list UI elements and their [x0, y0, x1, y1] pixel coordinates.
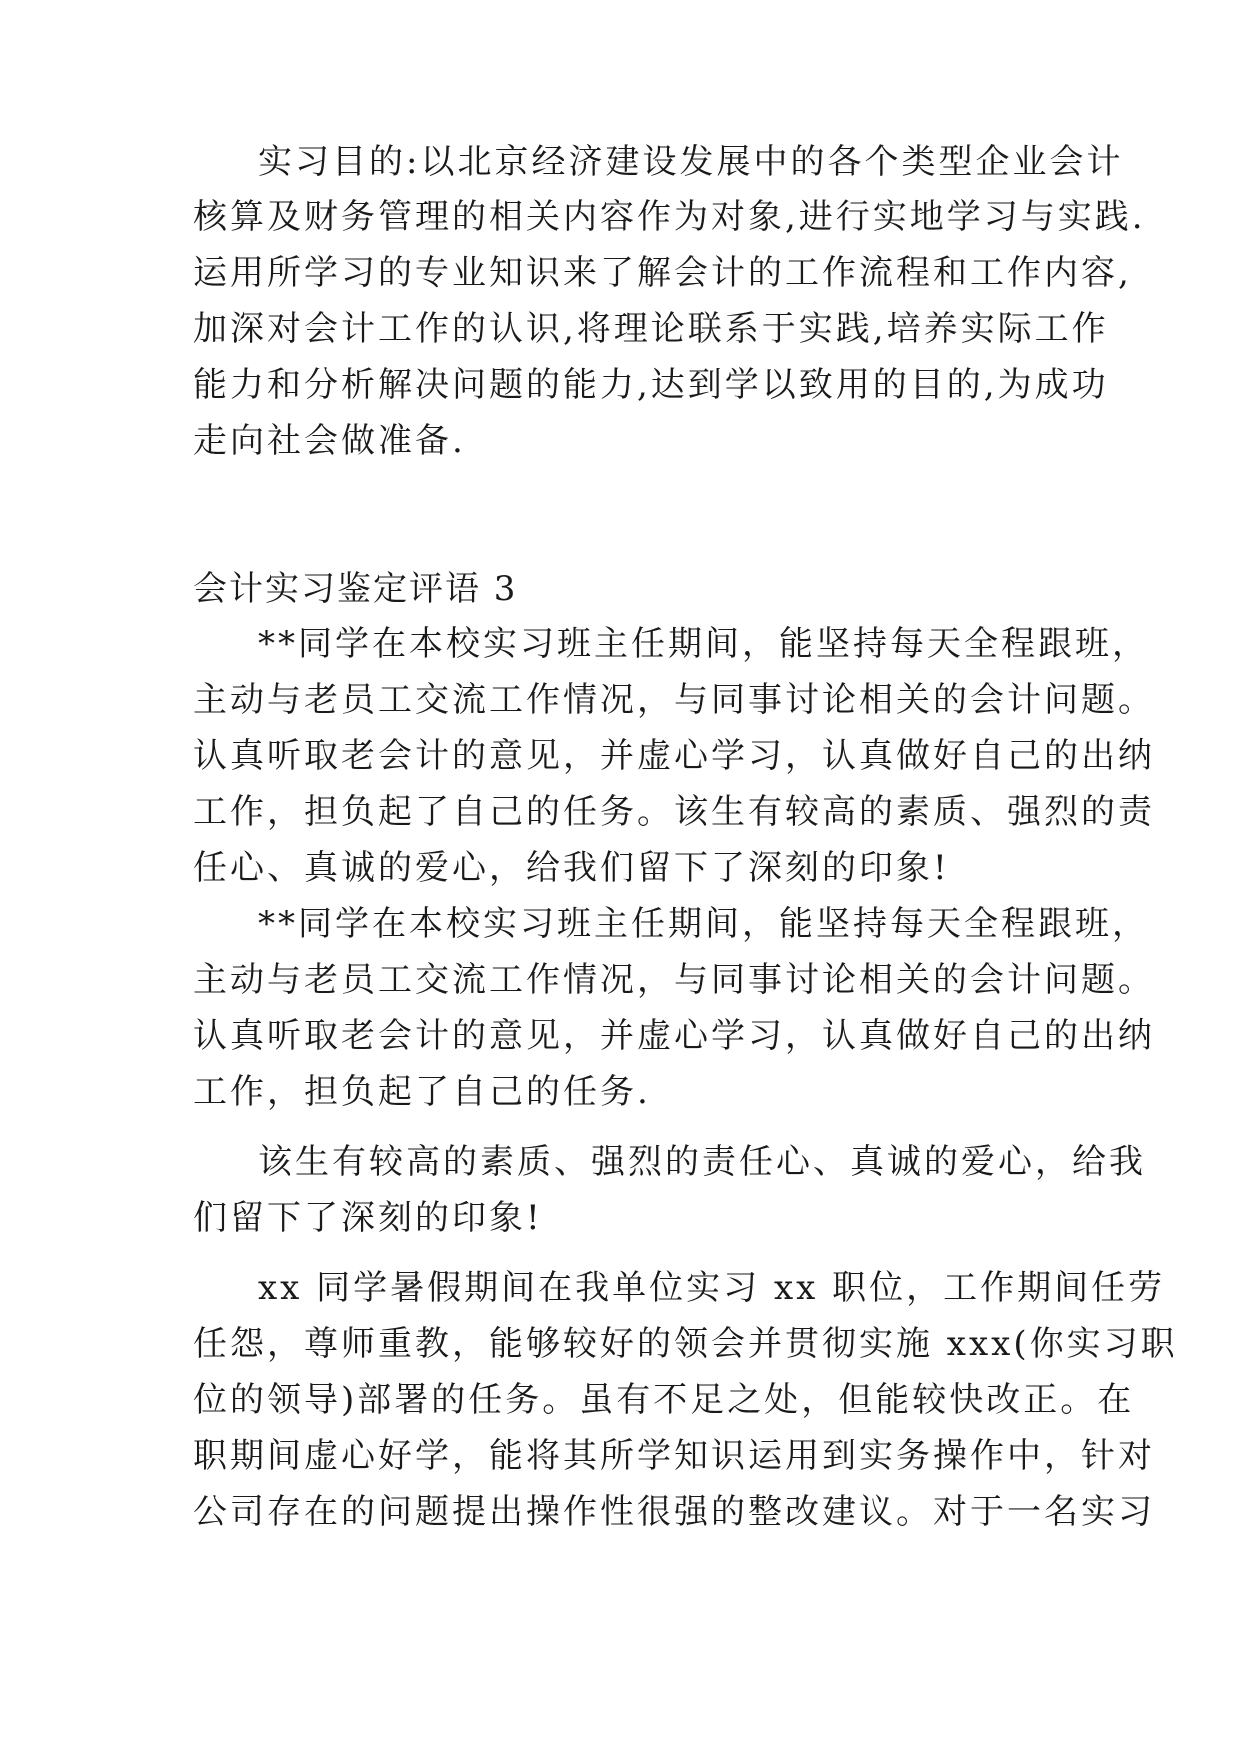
- section-heading: 会计实习鉴定评语 3: [193, 569, 518, 609]
- paragraph-line: 认真听取老会计的意见，并虚心学习，认真做好自己的出纳: [193, 736, 1155, 776]
- paragraph-line: **同学在本校实习班主任期间，能坚持每天全程跟班，: [258, 624, 1149, 664]
- paragraph-line: 走向社会做准备.: [193, 421, 466, 461]
- paragraph-line: 们留下了深刻的印象!: [193, 1198, 543, 1238]
- paragraph-line: 工作，担负起了自己的任务.: [193, 1072, 651, 1112]
- paragraph-line: xx 同学暑假期间在我单位实习 xx 职位，工作期间任劳: [258, 1268, 1166, 1308]
- paragraph-line: 实习目的:以北京经济建设发展中的各个类型企业会计: [258, 142, 1124, 182]
- paragraph-line: 任怨，尊师重教，能够较好的领会并贯彻实施 xxx(你实习职: [193, 1324, 1178, 1364]
- paragraph-line: 核算及财务管理的相关内容作为对象,进行实地学习与实践.: [193, 197, 1146, 237]
- paragraph-line: 运用所学习的专业知识来了解会计的工作流程和工作内容,: [193, 253, 1132, 293]
- paragraph-line: 主动与老员工交流工作情况，与同事讨论相关的会计问题。: [193, 960, 1155, 1000]
- paragraph-line: 公司存在的问题提出操作性很强的整改建议。对于一名实习: [193, 1492, 1155, 1532]
- paragraph-line: 任心、真诚的爱心，给我们留下了深刻的印象!: [193, 848, 950, 888]
- paragraph-line: 工作，担负起了自己的任务。该生有较高的素质、强烈的责: [193, 792, 1155, 832]
- paragraph-line: 认真听取老会计的意见，并虚心学习，认真做好自己的出纳: [193, 1016, 1155, 1056]
- paragraph-line: 该生有较高的素质、强烈的责任心、真诚的爱心，给我: [258, 1142, 1146, 1182]
- paragraph-line: 职期间虚心好学，能将其所学知识运用到实务操作中，针对: [193, 1436, 1155, 1476]
- paragraph-line: 位的领导)部署的任务。虽有不足之处，但能较快改正。在: [193, 1380, 1135, 1420]
- paragraph-line: **同学在本校实习班主任期间，能坚持每天全程跟班，: [258, 904, 1149, 944]
- paragraph-line: 主动与老员工交流工作情况，与同事讨论相关的会计问题。: [193, 680, 1155, 720]
- paragraph-line: 能力和分析解决问题的能力,达到学以致用的目的,为成功: [193, 365, 1109, 405]
- paragraph-line: 加深对会计工作的认识,将理论联系于实践,培养实际工作: [193, 309, 1109, 349]
